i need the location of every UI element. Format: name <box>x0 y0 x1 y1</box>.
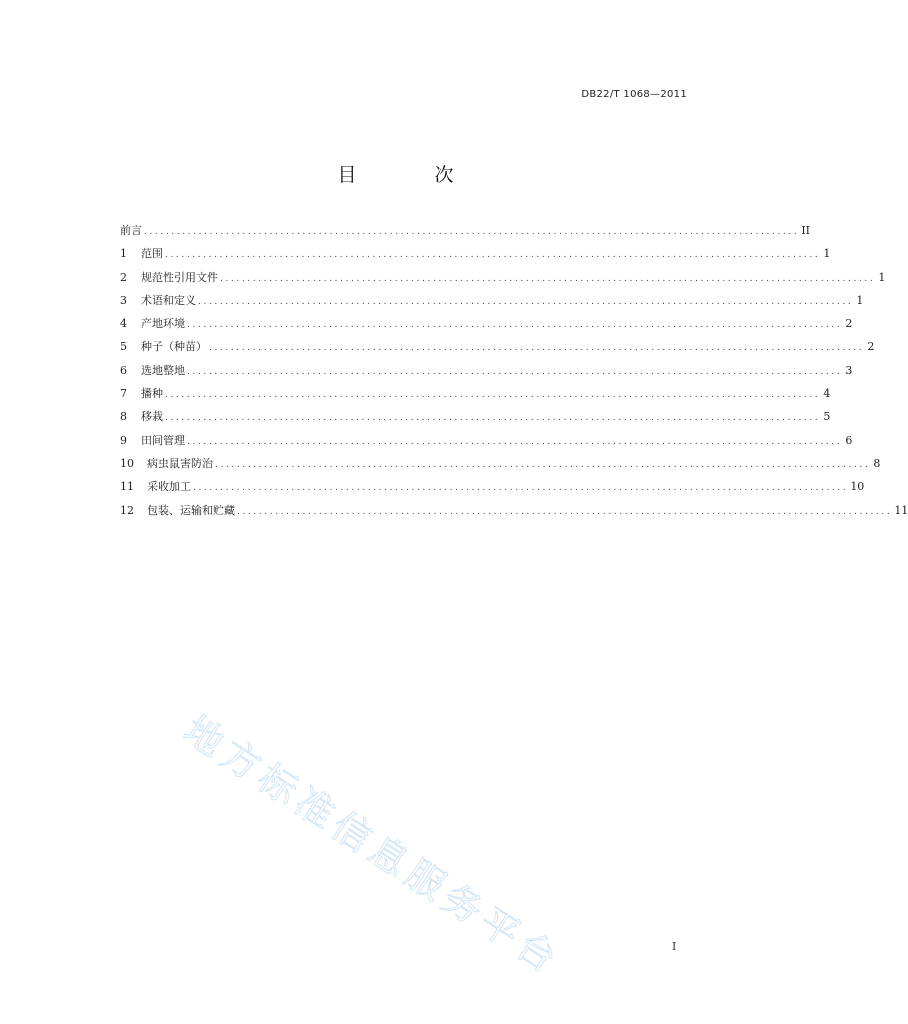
toc-leader-dots: ........................................................................................................................ <box>220 273 876 284</box>
toc-leader-dots: ........................................................................................................................ <box>187 366 843 377</box>
toc-entry-seeds[interactable] <box>120 335 875 358</box>
toc-entry-label: 术语和定义 <box>141 293 196 307</box>
toc-entry-page: 1 <box>823 247 831 261</box>
toc-entry-page: II <box>801 224 811 237</box>
toc-entry-page: 11 <box>894 503 908 517</box>
toc-entry-label: 前言 <box>120 224 142 237</box>
toc-entry-label: 病虫鼠害防治 <box>147 456 213 470</box>
toc-leader-dots: ........................................................................................................................ <box>198 296 854 307</box>
toc-entry-number: 8 <box>120 410 127 424</box>
toc-entry-page: 6 <box>845 433 853 447</box>
toc-entry-page: 10 <box>850 480 865 494</box>
toc-entry-scope[interactable] <box>120 242 831 265</box>
toc-leader-dots: ........................................................................................................................ <box>187 320 843 331</box>
toc-leader-dots: ........................................................................................................................ <box>144 227 800 237</box>
toc-entry-number: 1 <box>120 247 127 261</box>
table-of-contents <box>120 219 908 522</box>
toc-entry-harvest-processing[interactable] <box>120 475 865 498</box>
toc-entry-label: 范围 <box>141 247 163 261</box>
page-number: I <box>672 940 677 953</box>
toc-entry-label: 选地整地 <box>141 363 185 377</box>
toc-leader-dots: ........................................................................................................................ <box>215 459 871 470</box>
toc-entry-site-preparation[interactable] <box>120 359 853 382</box>
toc-entry-label: 种子（种苗） <box>141 340 207 354</box>
toc-entry-pest-control[interactable] <box>120 452 881 475</box>
toc-leader-dots: ........................................................................................................................ <box>193 483 849 494</box>
toc-entry-label: 产地环境 <box>141 317 185 331</box>
toc-entry-terms-definitions[interactable] <box>120 289 864 312</box>
toc-entry-label: 包装、运输和贮藏 <box>147 503 235 517</box>
toc-entry-packaging-storage[interactable] <box>120 499 908 522</box>
toc-leader-dots: ........................................................................................................................ <box>165 390 821 401</box>
toc-entry-page: 4 <box>823 387 831 401</box>
toc-entry-sowing[interactable] <box>120 382 831 405</box>
toc-entry-page: 8 <box>873 456 881 470</box>
toc-entry-label: 移栽 <box>141 410 163 424</box>
toc-leader-dots: ........................................................................................................................ <box>187 436 843 447</box>
toc-entry-number: 6 <box>120 363 127 377</box>
toc-entry-number: 3 <box>120 293 127 307</box>
toc-entry-page: 1 <box>856 293 864 307</box>
toc-entry-normative-references[interactable] <box>120 266 886 289</box>
toc-entry-field-management[interactable] <box>120 429 853 452</box>
toc-entry-page: 2 <box>867 340 875 354</box>
toc-entry-number: 11 <box>120 480 134 494</box>
toc-entry-page: 5 <box>823 410 831 424</box>
toc-entry-origin-environment[interactable] <box>120 312 853 335</box>
toc-entry-page: 3 <box>845 363 853 377</box>
toc-entry-number: 9 <box>120 433 127 447</box>
toc-leader-dots: ........................................................................................................................ <box>165 413 821 424</box>
toc-entry-number: 4 <box>120 317 127 331</box>
toc-entry-label: 田间管理 <box>141 433 185 447</box>
toc-entry-foreword[interactable] <box>120 219 811 242</box>
toc-entry-page: 2 <box>845 317 853 331</box>
toc-entry-number: 5 <box>120 340 127 354</box>
toc-entry-page: 1 <box>878 270 886 284</box>
toc-entry-label: 采收加工 <box>147 480 191 494</box>
toc-entry-number: 10 <box>120 456 134 470</box>
toc-entry-transplanting[interactable] <box>120 405 831 428</box>
toc-entry-label: 规范性引用文件 <box>141 270 218 284</box>
toc-leader-dots: ........................................................................................................................ <box>237 506 893 517</box>
toc-entry-label: 播种 <box>141 387 163 401</box>
document-code: DB22/T 1068—2011 <box>581 89 687 100</box>
page-title: 目 次 <box>337 164 490 186</box>
watermark: 地方标准信息服务平台 <box>176 707 570 985</box>
toc-entry-number: 12 <box>120 503 134 517</box>
toc-entry-number: 7 <box>120 387 127 401</box>
toc-entry-number: 2 <box>120 270 127 284</box>
toc-leader-dots: ........................................................................................................................ <box>209 343 865 354</box>
toc-leader-dots: ........................................................................................................................ <box>165 250 821 261</box>
